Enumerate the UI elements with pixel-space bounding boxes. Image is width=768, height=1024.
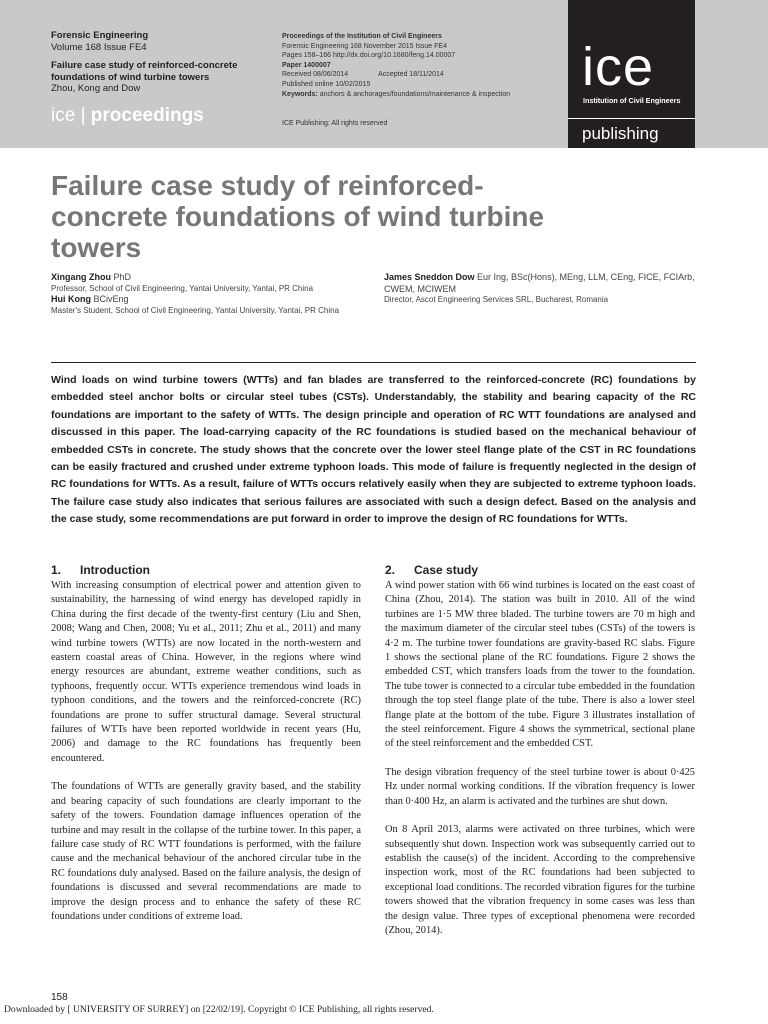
ice-publishing-logo <box>568 0 695 148</box>
column-right <box>385 563 695 952</box>
abstract: Wind loads on wind turbine towers (WTTs) and fan blades are transferred to the reinforced-concrete (RC) foundations by embedded steel anchor bolts or circular steel tubes (CSTs). Understandably, the stability and bearing capacity of the RC foundations are important to the safety of WTTs. The design principle and operation of RC WTT foundations are analysed and discussed in this paper. The load-carrying capacity of the RC foundations is studied based on the mechanical behaviour of embedded CSTs in concrete. The study shows that the concrete over the lower steel flange plate of the CST in RC foundations can be easily fractured and crushed under extreme typhoon loads. This mode of failure is frequently neglected in the design of RC foundations for WTTs. As a result, failure of WTTs occurs relatively easily when they are subjected to extreme typhoon loads. The failure case study also indicates that serious failures are associated with such a design defect. Based on the analysis and the case study, some recommendations are put forward in order to improve the design of RC foundations for WTTs. <box>51 374 696 526</box>
received-date: Received 08/06/2014 <box>282 71 349 79</box>
author-affiliation: Master's Student, School of Civil Engineering, Yantai University, Yantai, PR China <box>51 305 340 315</box>
journal-info <box>51 30 276 127</box>
short-authors: Zhou, Kong and Dow <box>51 83 141 94</box>
dates-line <box>282 70 562 80</box>
author-kong <box>51 294 361 306</box>
section-number: 1. <box>51 563 62 577</box>
pages-doi[interactable]: Pages 158–166 http://dx.doi.org/10.1680/feng.14.00007 <box>282 52 456 60</box>
citation-block <box>282 32 562 129</box>
issue-line: Forensic Engineering 168 November 2015 Issue FE4 <box>282 42 447 50</box>
paper-number: Paper 1400007 <box>282 61 331 69</box>
paper-title: Failure case study of reinforced-concrete foundations of wind turbine towers <box>51 170 545 263</box>
accepted-date: Accepted 18/11/2014 <box>378 71 444 79</box>
journal-name: Forensic Engineering <box>51 30 149 41</box>
author-affiliation: Professor, School of Civil Engineering, Yantai University, Yantai, PR China <box>51 283 314 293</box>
section-title: Case study <box>414 563 479 577</box>
authors-right <box>384 272 714 306</box>
page-number: 158 <box>51 992 68 1003</box>
rights-notice: ICE Publishing: All rights reserved <box>282 120 388 128</box>
logo-ice: ice <box>582 37 655 97</box>
author-name: Hui Kong <box>51 294 91 304</box>
keywords-line <box>282 90 562 100</box>
paragraph: With increasing consumption of electrical power and attention given to sustainability, the harnessing of wind energy has developed rapidly in China during the first decade of the twenty-first century (Liu and Shen, 2008; Wang and Chen, 2008; Yu et al., 2011; Zhu et al., 2011) and many wind turbine towers (WTTs) are now located in the north-western and eastern coastal areas of China. However, in the regions where wind energy resources are abundant, extreme weather conditions, such as typhoons, frequently occur. WTTs experience tremendous wind loads in typhoon conditions, and the towers and the reinforced-concrete (RC) foundations are prone to suffer structural damage. Several structural failures of WTTs have been reported worldwide in recent years (Hu, 2006) and damage to the RC foundations has frequently been encountered. <box>51 580 361 764</box>
abstract-divider <box>51 362 696 363</box>
author-name: Xingang Zhou <box>51 272 111 282</box>
author-affiliation: Director, Ascot Engineering Services SRL, Bucharest, Romania <box>384 295 609 304</box>
paragraph: On 8 April 2013, alarms were activated on three turbines, which were subsequently shut down. Inspection work was subsequently carried out to establish the cause(s) of the incident. According to the comprehensive inspection work, most of the RC foundations had been subjected to exceptional load conditions. The recorded vibration figures for the turbine towers showed that the vibration frequency in some cases was less than the design value. Three types of exceptional phenomena were recorded (Zhou, 2014). <box>385 824 695 936</box>
download-footer: Downloaded by [ UNIVERSITY OF SURREY] on [22/02/19]. Copyright © ICE Publishing, all rights reserved. <box>4 1004 434 1015</box>
brand-ice: ice | <box>51 104 91 126</box>
author-degrees: Eur Ing, BSc(Hons), MEng, LLM, CEng, FICE, FCIArb, CWEM, MCIWEM <box>384 272 695 294</box>
ice-proceedings-brand <box>51 105 276 127</box>
section-heading-introduction <box>51 563 361 578</box>
brand-proceedings: proceedings <box>90 104 204 126</box>
logo-divider <box>568 118 695 119</box>
volume-issue: Volume 168 Issue FE4 <box>51 41 147 53</box>
short-title: Failure case study of reinforced-concrete foundations of wind turbine towers <box>51 60 238 83</box>
keywords: anchors & anchorages/foundations/maintenance & inspection <box>317 90 511 98</box>
section-number: 2. <box>385 563 396 577</box>
section-heading-case-study <box>385 563 695 578</box>
published-date: Published online 10/02/2015 <box>282 80 371 88</box>
section-title: Introduction <box>80 563 150 577</box>
column-left <box>51 563 361 938</box>
author-degrees: PhD <box>111 272 132 282</box>
proceedings-name: Proceedings of the Institution of Civil Engineers <box>282 33 442 40</box>
keywords-label: Keywords: <box>282 90 318 98</box>
paragraph: The design vibration frequency of the steel turbine tower is about 0·425 Hz under normal working conditions. If the vibration frequency is lower than 0·400 Hz, an alarm is activated and the turbines are shut down. <box>385 766 695 807</box>
logo-institution: Institution of Civil Engineers <box>583 96 681 105</box>
author-zhou <box>51 272 361 284</box>
authors-left <box>51 272 361 316</box>
paragraph: A wind power station with 66 wind turbines is located on the east coast of China (Zhou, 2014). The station was built in 2010. All of the wind turbines are 1·5 MW three bladed. The turbine towers are 70 m high and the maximum diameter of the circular steel tubes (CSTs) of the towers is 4·2 m. The turbine tower foundations are gravity-based RC slabs. Figure 1 shows the sectional plane of the RC foundations. Figure 2 shows the embedded CST, which transfers loads from the tower to the foundation. The tube tower is connected to a circular tube embedded in the foundation through the top steel flange plate of the tube. There is also a lower steel flange plate at the bottom of the tube. Figure 3 illustrates installation of the steel reinforcement. Figure 4 shows the symmetrical, sectional plane of the steel reinforcement and the embedded CST. <box>385 580 695 750</box>
author-name: James Sneddon Dow <box>384 272 475 282</box>
author-dow <box>384 272 714 295</box>
journal-header <box>0 0 768 148</box>
logo-publishing: publishing <box>582 124 659 143</box>
paragraph: The foundations of WTTs are generally gravity based, and the stability and bearing capacity of such foundations are clearly important to the safety of the towers. Foundation damage influences operation of the turbine and may result in the collapse of the turbine tower. In this paper, a failure case study of RC WTT foundations is performed, with the failure cause and the mechanical behaviour of the anchored circular tube in the RC foundations duly analysed. Based on the failure analysis, the design of foundations is discussed and several recommendations are made to improve the design process and to enhance the safety of these RC foundations under conditions of extreme load. <box>51 781 361 922</box>
author-degrees: BCivEng <box>91 294 129 304</box>
